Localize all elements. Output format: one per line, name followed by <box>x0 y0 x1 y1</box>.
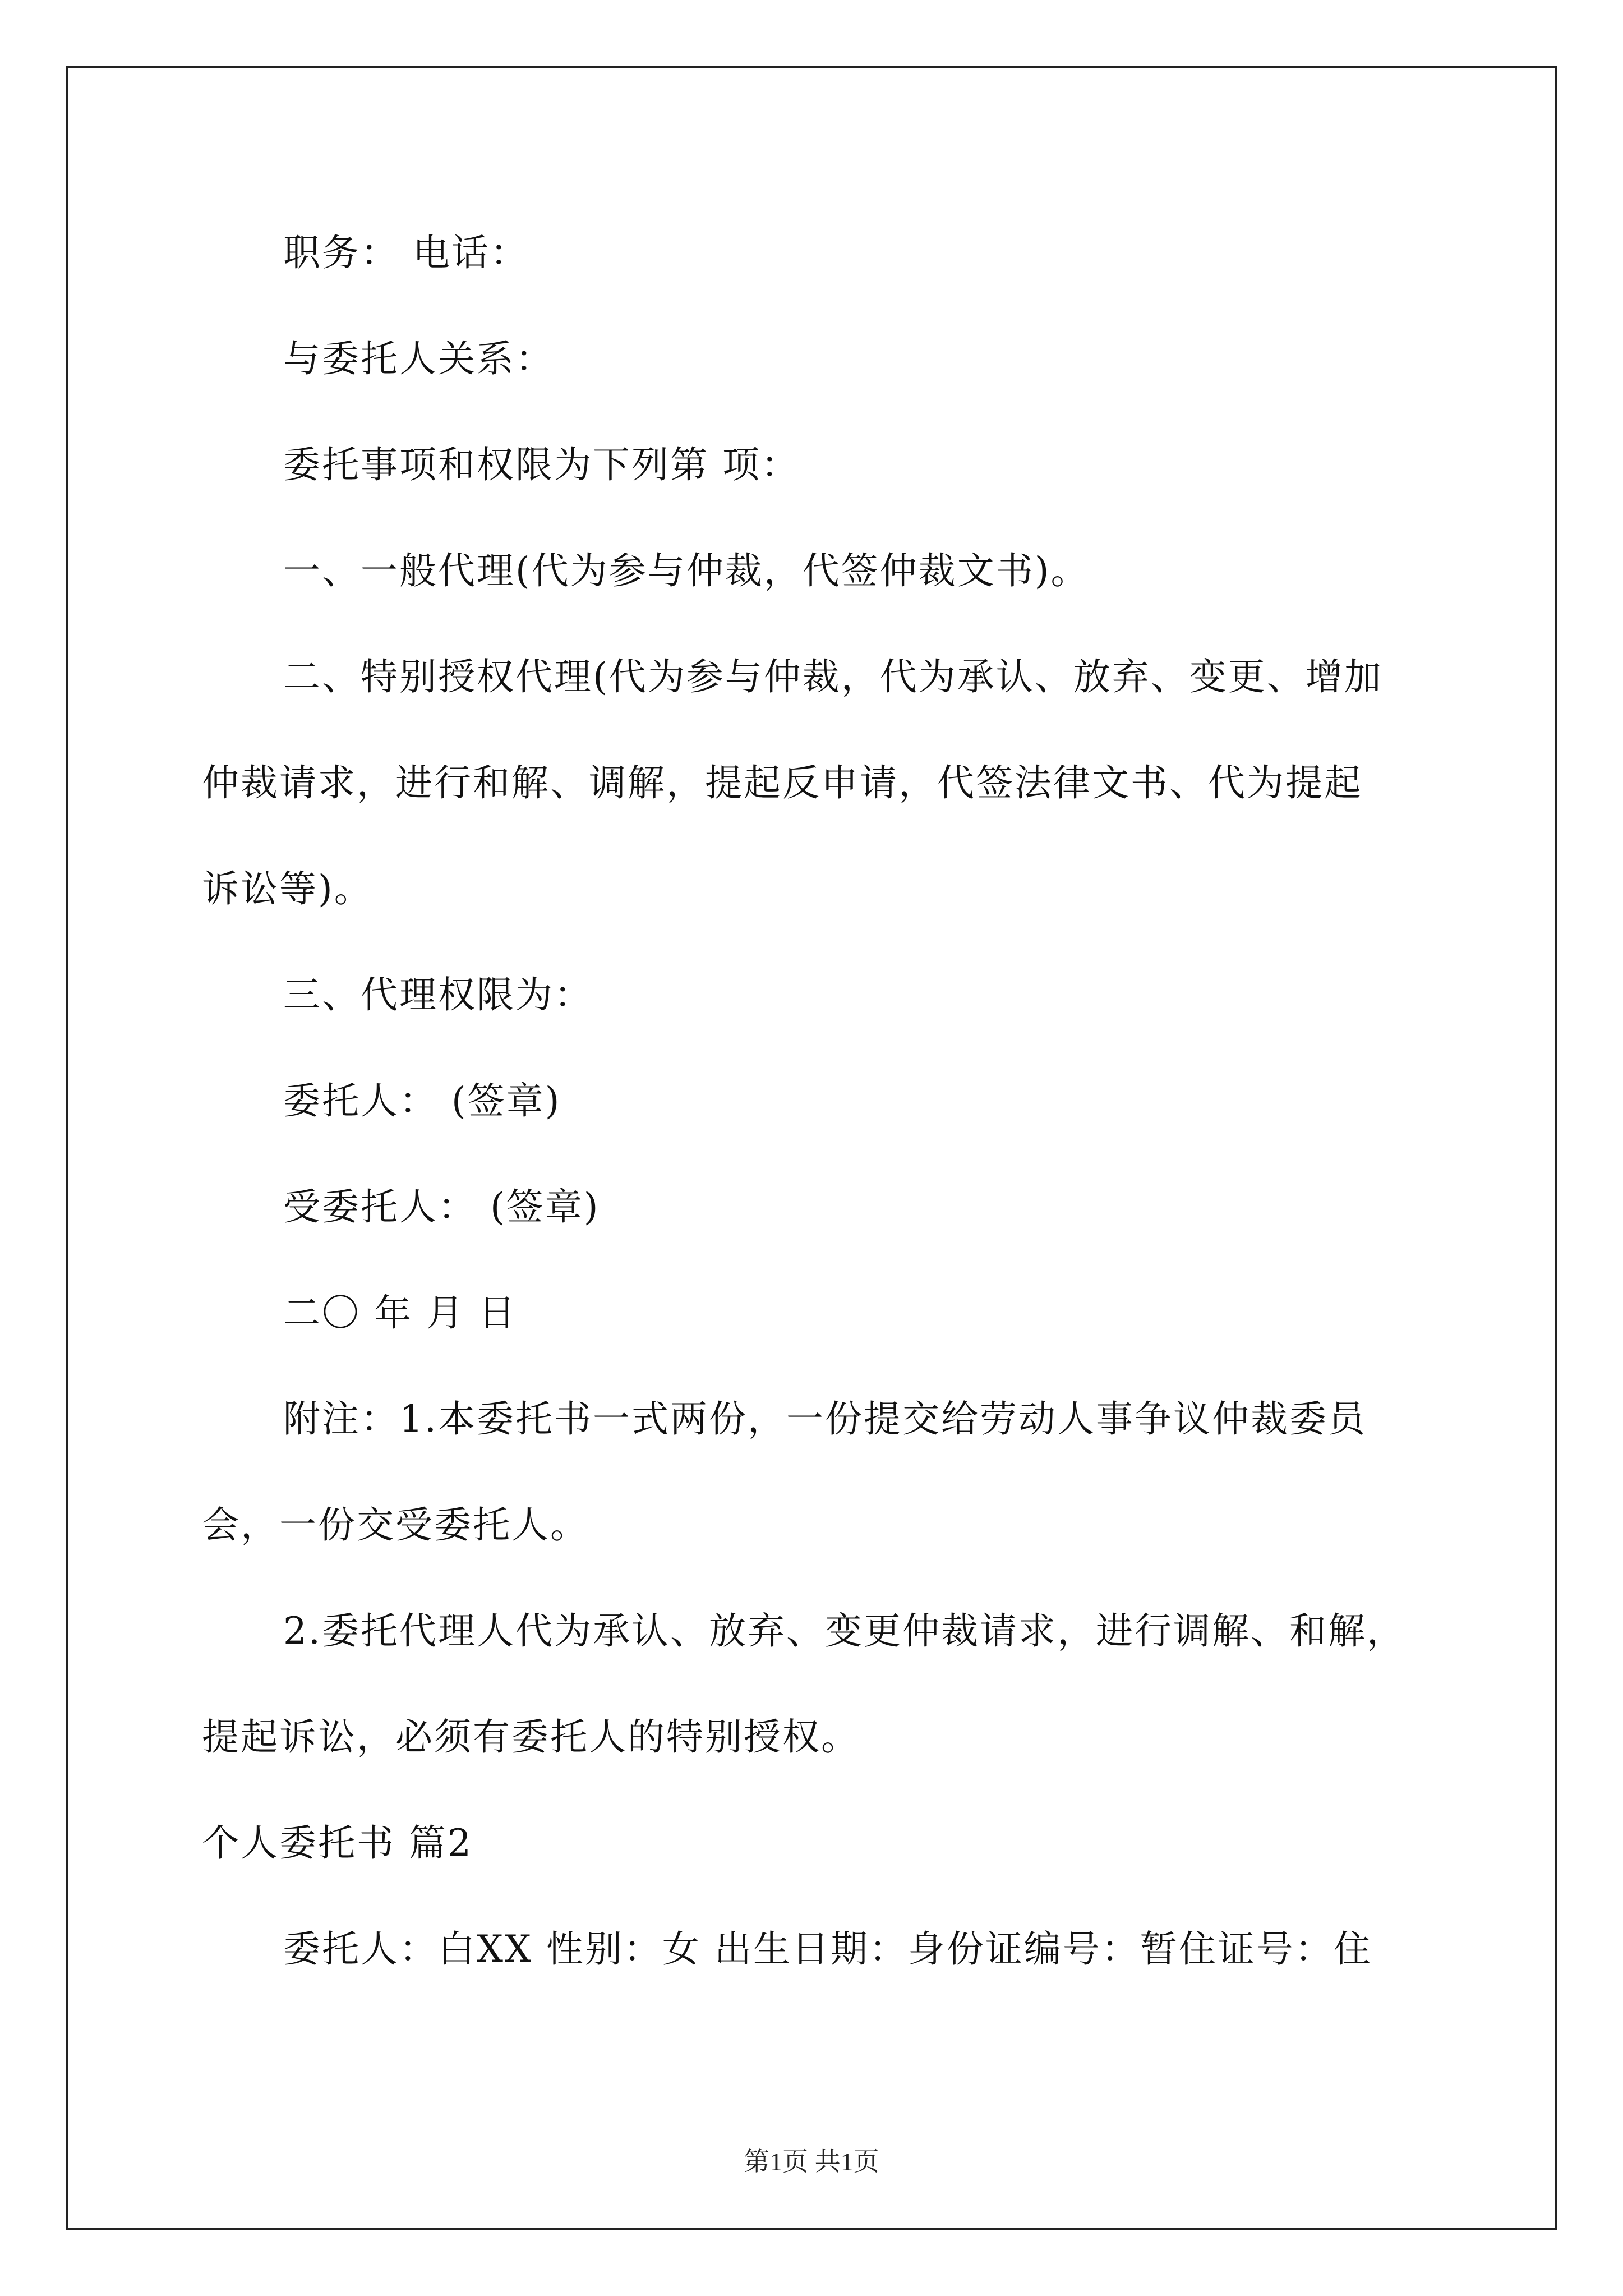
text-line-8: 三、代理权限为： <box>283 973 593 1016</box>
text-line-2: 与委托人关系： <box>283 337 554 380</box>
text-line-13: 会，一份交受委托人。 <box>202 1503 589 1547</box>
text-line-11: 二〇 年 月 日 <box>283 1291 517 1335</box>
page-border <box>66 66 1557 2230</box>
page-footer: 第1页 共1页 <box>744 2147 879 2176</box>
text-line-12: 附注：1.本委托书一式两份，一份提交给劳动人事争议仲裁委员 <box>283 1397 1367 1441</box>
text-line-1: 职务： 电话： <box>283 231 529 274</box>
text-line-10: 受委托人： (签章) <box>283 1185 600 1228</box>
text-line-7: 诉讼等)。 <box>202 867 373 910</box>
text-line-4: 一、一般代理(代为参与仲裁，代签仲裁文书)。 <box>283 549 1090 592</box>
text-line-3: 委托事项和权限为下列第 项： <box>283 443 800 486</box>
text-line-5: 二、特别授权代理(代为参与仲裁，代为承认、放弃、变更、增加 <box>283 655 1383 698</box>
text-line-15: 提起诉讼，必须有委托人的特别授权。 <box>202 1715 860 1759</box>
text-line-14: 2.委托代理人代为承认、放弃、变更仲裁请求，进行调解、和解， <box>283 1609 1405 1653</box>
text-line-9: 委托人： (签章) <box>283 1079 561 1122</box>
text-line-17: 委托人：白XX 性别：女 出生日期：身份证编号：暂住证号：住 <box>283 1927 1372 1971</box>
text-line-6: 仲裁请求，进行和解、调解，提起反申请，代签法律文书、代为提起 <box>202 761 1363 804</box>
section-heading: 个人委托书 篇2 <box>202 1821 473 1865</box>
